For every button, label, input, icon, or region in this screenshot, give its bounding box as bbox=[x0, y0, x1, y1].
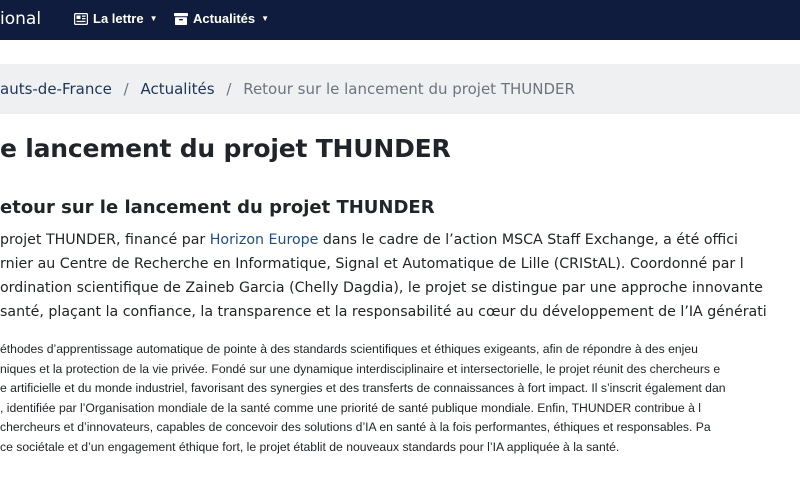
intro-line: santé, plaçant la confiance, la transparence et la responsabilité au cœur du développement de l’IA générati bbox=[0, 304, 767, 320]
intro-line: rnier au Centre de Recherche en Informatique, Signal et Automatique de Lille (CRIStAL). Coordonné par l bbox=[0, 256, 744, 272]
body-line: , identifiée par l’Organisation mondiale de la santé comme une priorité de santé publique mondiale. Enfin, THUNDER contribue à l bbox=[0, 400, 701, 415]
horizon-europe-link[interactable]: Horizon Europe bbox=[209, 232, 319, 248]
article-intro bbox=[0, 228, 800, 324]
nav-label: La lettre bbox=[93, 11, 144, 26]
site-brand[interactable]: ional bbox=[0, 9, 42, 29]
page-title: e lancement du projet THUNDER bbox=[0, 134, 451, 163]
body-line: niques et la protection de la vie privée. Fondé sur une dynamique interdisciplinaire et intersectorielle, le projet réunit des chercheurs e bbox=[0, 361, 721, 376]
newspaper-icon bbox=[74, 13, 88, 25]
intro-text: projet THUNDER, financé par bbox=[0, 232, 210, 248]
breadcrumb-separator: / bbox=[226, 80, 232, 98]
breadcrumb-separator: / bbox=[123, 80, 129, 98]
breadcrumb bbox=[0, 64, 800, 114]
article-title: etour sur le lancement du projet THUNDER bbox=[0, 197, 435, 218]
breadcrumb-link-actualites[interactable]: Actualités bbox=[140, 80, 215, 98]
breadcrumb-link-region[interactable]: auts-de-France bbox=[0, 80, 112, 98]
body-line: e artificielle et du monde industriel, favorisant des synergies et des transferts de connaissances à fort impact. Il s’inscrit également dan bbox=[0, 381, 726, 395]
intro-line: ordination scientifique de Zaineb Garcia (Chelly Dagdia), le projet se distingue par une approche innovante bbox=[0, 280, 763, 296]
nav-dropdown-actualites[interactable] bbox=[174, 11, 269, 26]
nav-label: Actualités bbox=[193, 11, 256, 26]
body-line: chercheurs et d’innovateurs, capables de concevoir des solutions d’IA en santé à la fois performantes, éthiques et responsables. Pa bbox=[0, 420, 711, 434]
inbox-icon bbox=[174, 13, 188, 25]
body-line: ce sociétale et d’un engagement éthique fort, le projet établit de nouveaux standards pour l’IA appliquée à la santé. bbox=[0, 439, 620, 454]
breadcrumb-current: Retour sur le lancement du projet THUNDER bbox=[243, 80, 575, 98]
intro-text: dans le cadre de l’action MSCA Staff Exchange, a été offici bbox=[318, 232, 738, 248]
article-body bbox=[0, 340, 800, 457]
caret-down-icon: ▼ bbox=[149, 14, 158, 23]
intro-line bbox=[0, 228, 800, 252]
nav-dropdown-la-lettre[interactable] bbox=[74, 11, 158, 26]
caret-down-icon: ▼ bbox=[261, 14, 270, 23]
top-navbar bbox=[0, 0, 800, 40]
body-line: éthodes d’apprentissage automatique de pointe à des standards scientifiques et éthiques exigeants, afin de répondre à des enjeu bbox=[0, 342, 698, 356]
